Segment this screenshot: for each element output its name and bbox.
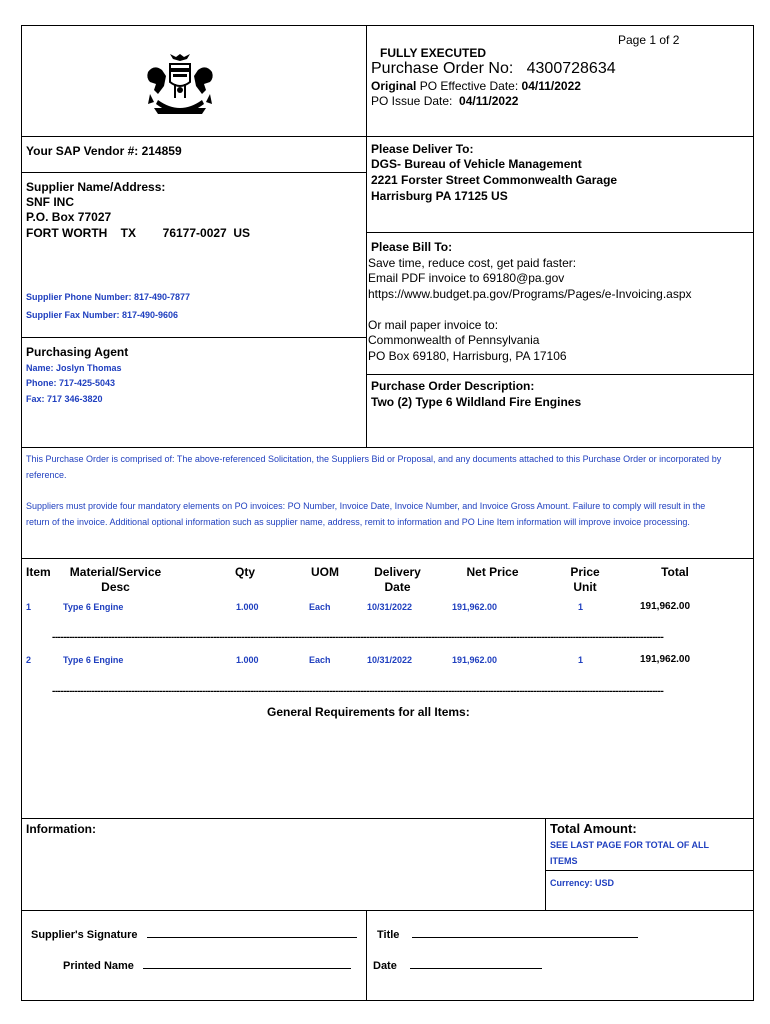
row-item: 2 xyxy=(26,655,32,665)
printed-name-label: Printed Name xyxy=(63,960,134,972)
divider xyxy=(21,136,754,137)
effective-date-label: PO Effective Date: xyxy=(419,79,519,93)
row-item: 1 xyxy=(26,602,32,612)
divider xyxy=(366,232,754,233)
supplier-name: SNF INC xyxy=(26,195,74,209)
original-label: Original xyxy=(371,79,417,93)
row-date: 10/31/2022 xyxy=(367,655,413,665)
row-qty: 1.000 xyxy=(236,602,259,612)
total-note: SEE LAST PAGE FOR TOTAL OF ALL ITEMS xyxy=(550,840,709,866)
supplier-po-box: P.O. Box 77027 xyxy=(26,210,112,224)
agent-fax: Fax: 717 346-3820 xyxy=(26,394,103,404)
bill-line-3: https://www.budget.pa.gov/Programs/Pages/e-Invoicing.aspx xyxy=(368,287,692,301)
currency: Currency: USD xyxy=(550,878,615,888)
col-header-delivery: Delivery Date xyxy=(374,565,421,594)
signature-line xyxy=(31,929,357,941)
row-total: 191,962.00 xyxy=(640,601,691,612)
divider xyxy=(21,337,366,338)
deliver-to-label: Please Deliver To: xyxy=(371,142,474,156)
bill-line-1: Save time, reduce cost, get paid faster: xyxy=(368,256,577,270)
row-net-price: 191,962.00 xyxy=(452,602,498,612)
row-desc: Type 6 Engine xyxy=(63,655,124,665)
printed-name-line xyxy=(63,960,351,972)
date-line xyxy=(373,960,542,972)
row-desc: Type 6 Engine xyxy=(63,602,124,612)
divider xyxy=(545,870,754,871)
bill-line-6: PO Box 69180, Harrisburg, PA 17106 xyxy=(368,349,567,363)
bill-line-5: Commonwealth of Pennsylvania xyxy=(368,333,540,347)
agent-name: Name: Joslyn Thomas xyxy=(26,363,122,373)
row-uom: Each xyxy=(309,602,331,612)
issue-date-line xyxy=(371,94,518,108)
effective-date: 04/11/2022 xyxy=(521,79,581,93)
bill-to-label: Please Bill To: xyxy=(371,240,453,254)
supplier-phone: Supplier Phone Number: 817-490-7877 xyxy=(26,292,191,302)
divider xyxy=(21,910,754,911)
divider xyxy=(21,172,366,173)
row-price-unit: 1 xyxy=(578,602,584,612)
po-number-line xyxy=(371,60,616,78)
signature-label: Supplier's Signature xyxy=(31,929,138,941)
bill-line-4: Or mail paper invoice to: xyxy=(368,318,499,332)
title-line xyxy=(377,929,638,941)
row-separator: ------------------------------------------------------------------------------------------------------------------------------------------------------------------------------------------------------------------------ xyxy=(52,686,664,697)
col-header-uom: UOM xyxy=(311,565,339,579)
po-number-label: Purchase Order No: xyxy=(371,60,514,77)
status-label: FULLY EXECUTED xyxy=(380,46,487,60)
deliver-line-3: Harrisburg PA 17125 US xyxy=(371,189,508,203)
col-header-price-unit: Price Unit xyxy=(570,565,600,594)
total-amount-label: Total Amount: xyxy=(550,821,637,836)
deliver-line-1: DGS- Bureau of Vehicle Management xyxy=(371,157,582,171)
col-header-net-price: Net Price xyxy=(466,565,519,579)
divider xyxy=(366,25,367,137)
bill-line-2: Email PDF invoice to 69180@pa.gov xyxy=(368,271,565,285)
divider xyxy=(366,374,754,375)
printed-name-field[interactable] xyxy=(143,968,351,969)
po-description-label: Purchase Order Description: xyxy=(371,379,535,393)
row-total: 191,962.00 xyxy=(640,654,691,665)
signature-field[interactable] xyxy=(147,937,357,938)
issue-date: 04/11/2022 xyxy=(459,94,519,108)
state-seal-icon xyxy=(140,50,220,120)
title-field[interactable] xyxy=(412,937,638,938)
deliver-line-2: 2221 Forster Street Commonwealth Garage xyxy=(371,173,618,187)
terms-paragraph: This Purchase Order is comprised of: The above-referenced Solicitation, the Suppliers Bid or Proposal, and any documents attached to this Purchase Order or incorporated by reference. xyxy=(26,454,722,480)
divider xyxy=(21,558,754,559)
row-uom: Each xyxy=(309,655,331,665)
divider xyxy=(545,818,546,910)
purchasing-agent-label: Purchasing Agent xyxy=(26,345,129,359)
general-requirements-label: General Requirements for all Items: xyxy=(267,705,470,719)
po-description: Two (2) Type 6 Wildland Fire Engines xyxy=(371,395,582,409)
issue-date-label: PO Issue Date: xyxy=(371,94,453,108)
divider xyxy=(366,910,367,1001)
supplier-fax: Supplier Fax Number: 817-490-9606 xyxy=(26,310,179,320)
agent-phone: Phone: 717-425-5043 xyxy=(26,378,116,388)
col-header-qty: Qty xyxy=(234,565,255,579)
col-header-item: Item xyxy=(26,565,51,579)
effective-date-line xyxy=(371,79,581,93)
supplier-city: FORT WORTH TX 76177-0027 US xyxy=(26,226,251,240)
supplier-address-label: Supplier Name/Address: xyxy=(26,180,166,194)
po-number: 4300728634 xyxy=(526,60,616,77)
col-header-total: Total xyxy=(661,565,689,579)
row-date: 10/31/2022 xyxy=(367,602,413,612)
date-label: Date xyxy=(373,960,397,972)
divider xyxy=(21,818,754,819)
divider xyxy=(366,136,367,448)
row-net-price: 191,962.00 xyxy=(452,655,498,665)
date-field[interactable] xyxy=(410,968,542,969)
divider xyxy=(21,447,754,448)
sap-vendor-number: Your SAP Vendor #: 214859 xyxy=(26,144,182,158)
row-price-unit: 1 xyxy=(578,655,584,665)
col-header-material: Material/Service Desc xyxy=(69,565,162,594)
title-label: Title xyxy=(377,929,400,941)
page-number: Page 1 of 2 xyxy=(618,33,680,47)
row-qty: 1.000 xyxy=(236,655,259,665)
invoice-requirements-paragraph: Suppliers must provide four mandatory elements on PO invoices: PO Number, Invoice Date, Invoice Number, and Invoice Gross Amount. Failure to comply will result in the return of the invoice. Additional optional information such as supplier name, address, remit to information and PO Line Item information will improve invoice processing. xyxy=(26,501,706,527)
row-separator: ------------------------------------------------------------------------------------------------------------------------------------------------------------------------------------------------------------------------ xyxy=(52,632,664,643)
information-label: Information: xyxy=(26,822,96,836)
